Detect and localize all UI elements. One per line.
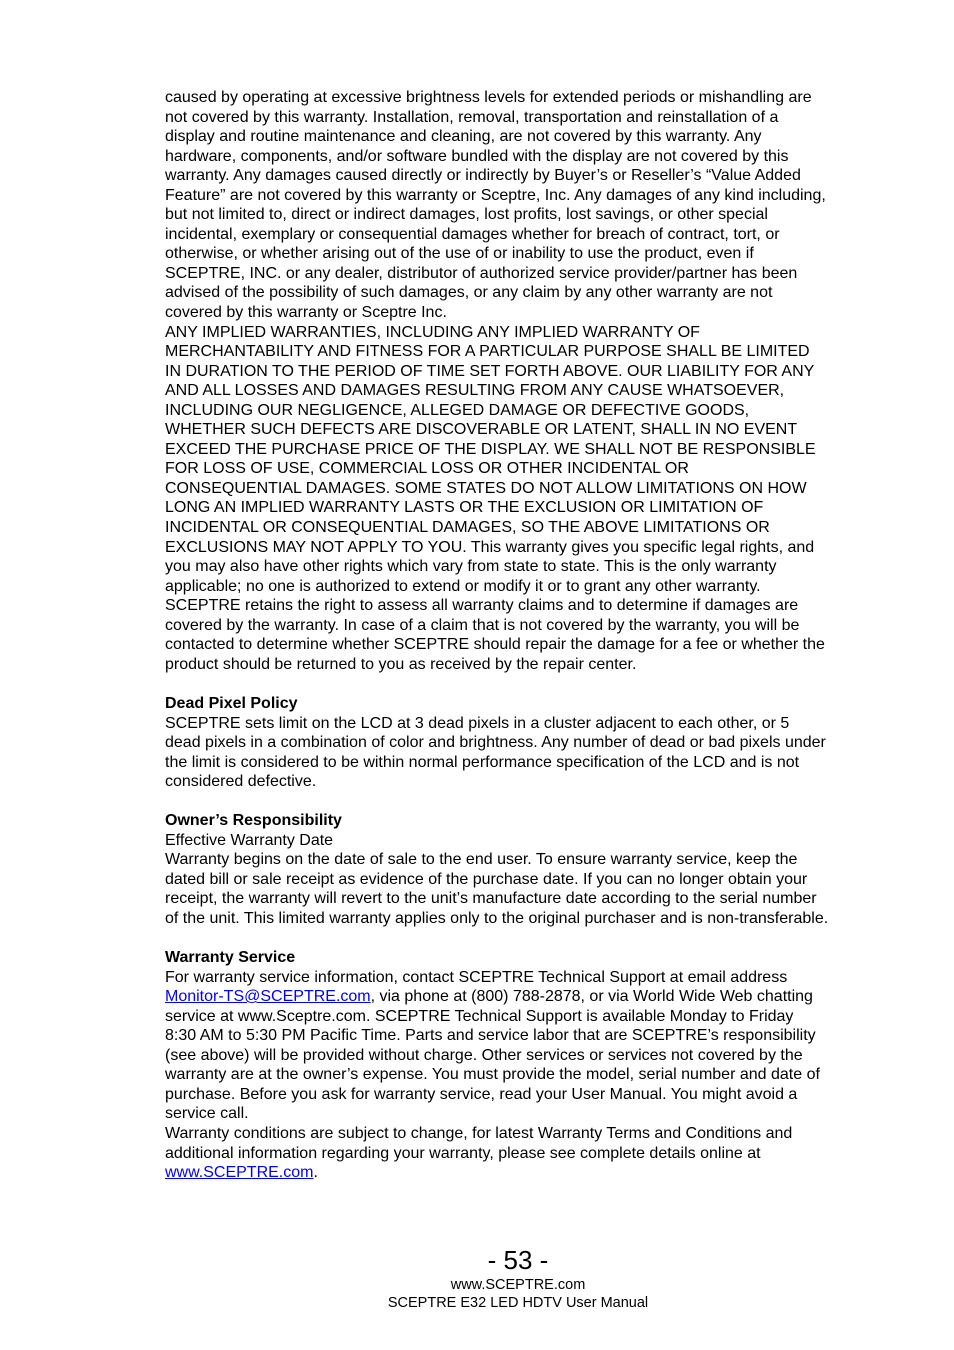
claims-assessment-paragraph: SCEPTRE retains the right to assess all warranty claims and to determine if damages are covered by the warranty. In case of a claim that is not covered by the warranty, you will be contacted to determine whether SCEPTRE should repair the damage for a fee or whether the product should be returned to you as received by the repair center. [165, 597, 825, 673]
warranty-service-paragraph [165, 968, 877, 1124]
spacer [165, 674, 877, 694]
owner-responsibility-heading: Owner’s Responsibility [165, 812, 342, 830]
dead-pixel-heading: Dead Pixel Policy [165, 694, 298, 712]
service-details-text: , via phone at (800) 788-2878, or via World Wide Web chatting service at www.Sceptre.com. SCEPTRE Technical Support is available Monday to Friday 8:30 AM to 5:30 PM Pacific Time. Parts and service labor that are SCEPTRE’s responsibility (see above) will be provided without charge. Other services or services not covered by the warranty are at the owner’s expense. You must provide the model, serial number and date of purchase. Before you ask for warranty service, read your User Manual. You might avoid a service call. [165, 988, 820, 1123]
dead-pixel-paragraph: SCEPTRE sets limit on the LCD at 3 dead pixels in a cluster adjacent to each other, or 5 dead pixels in a combination of color and brightness. Any number of dead or bad pixels under the limit is considered to be within normal performance specification of the LCD and is not considered defective. [165, 714, 826, 791]
conditions-period: . [313, 1164, 318, 1182]
support-email-link[interactable]: Monitor-TS@SCEPTRE.com [165, 988, 371, 1006]
service-intro-text: For warranty service information, contact SCEPTRE Technical Support at email address [165, 968, 788, 986]
warranty-conditions-paragraph [165, 1124, 877, 1183]
page-footer [41, 1244, 954, 1312]
warranty-exclusions-paragraph: caused by operating at excessive brightness levels for extended periods or mishandling are not covered by this warranty. Installation, removal, transportation and reinstallation of a display and routine maintenance and cleaning, are not covered by this warranty. Any hardware, components, and/or software bundled with the display are not covered by this warranty. Any damages caused directly or indirectly by Buyer’s or Reseller’s “Value Added Feature” are not covered by this warranty or Sceptre, Inc. Any damages of any kind including, but not limited to, direct or indirect damages, lost profits, lost savings, or other special incidental, exemplary or consequential damages whether for breach of contract, tort, or otherwise, or whether arising out of the use of or inability to use the product, even if SCEPTRE, INC. or any dealer, distributor of authorized service provider/partner has been advised of the possibility of such damages, or any claim by any other warranty are not covered by this warranty or Sceptre Inc. [165, 89, 826, 322]
document-body [165, 88, 877, 1183]
footer-website: www.SCEPTRE.com [450, 1277, 586, 1293]
sceptre-website-link[interactable]: www.SCEPTRE.com [165, 1164, 314, 1182]
implied-warranties-paragraph: ANY IMPLIED WARRANTIES, INCLUDING ANY IMPLIED WARRANTY OF MERCHANTABILITY AND FITNESS FOR A PARTICULAR PURPOSE SHALL BE LIMITED IN DURATION TO THE PERIOD OF TIME SET FORTH ABOVE. OUR LIABILITY FOR ANY AND ALL LOSSES AND DAMAGES RESULTING FROM ANY CAUSE WHATSOEVER, INCLUDING OUR NEGLIGENCE, ALLEGED DAMAGE OR DEFECTIVE GOODS, WHETHER SUCH DEFECTS ARE DISCOVERABLE OR LATENT, SHALL IN NO EVENT EXCEED THE PURCHASE PRICE OF THE DISPLAY. WE SHALL NOT BE RESPONSIBLE FOR LOSS OF USE, COMMERCIAL LOSS OR OTHER INCIDENTAL OR CONSEQUENTIAL DAMAGES. SOME STATES DO NOT ALLOW LIMITATIONS ON HOW LONG AN IMPLIED WARRANTY LASTS OR THE EXCLUSION OR LIMITATION OF INCIDENTAL OR CONSEQUENTIAL DAMAGES, SO THE ABOVE LIMITATIONS OR EXCLUSIONS MAY NOT APPLY TO YOU. This warranty gives you specific legal rights, and you may also have other rights which vary from state to state. This is the only warranty applicable; no one is authorized to extend or modify it or to grant any other warranty. [165, 323, 816, 595]
warranty-service-heading: Warranty Service [165, 949, 296, 967]
footer-manual-title: SCEPTRE E32 LED HDTV User Manual [387, 1295, 649, 1311]
effective-warranty-date-subheading: Effective Warranty Date [165, 831, 334, 849]
spacer [165, 792, 877, 812]
page-number: - 53 - [487, 1245, 549, 1275]
conditions-text: Warranty conditions are subject to change, for latest Warranty Terms and Conditions and additional information regarding your warranty, please see complete details online at [165, 1124, 793, 1162]
owner-responsibility-paragraph: Warranty begins on the date of sale to the end user. To ensure warranty service, keep the dated bill or sale receipt as evidence of the purchase date. If you can no longer obtain your receipt, the warranty will revert to the unit’s manufacture date according to the serial number of the unit. This limited warranty applies only to the original purchaser and is non-transferable. [165, 851, 829, 927]
spacer [165, 929, 877, 949]
